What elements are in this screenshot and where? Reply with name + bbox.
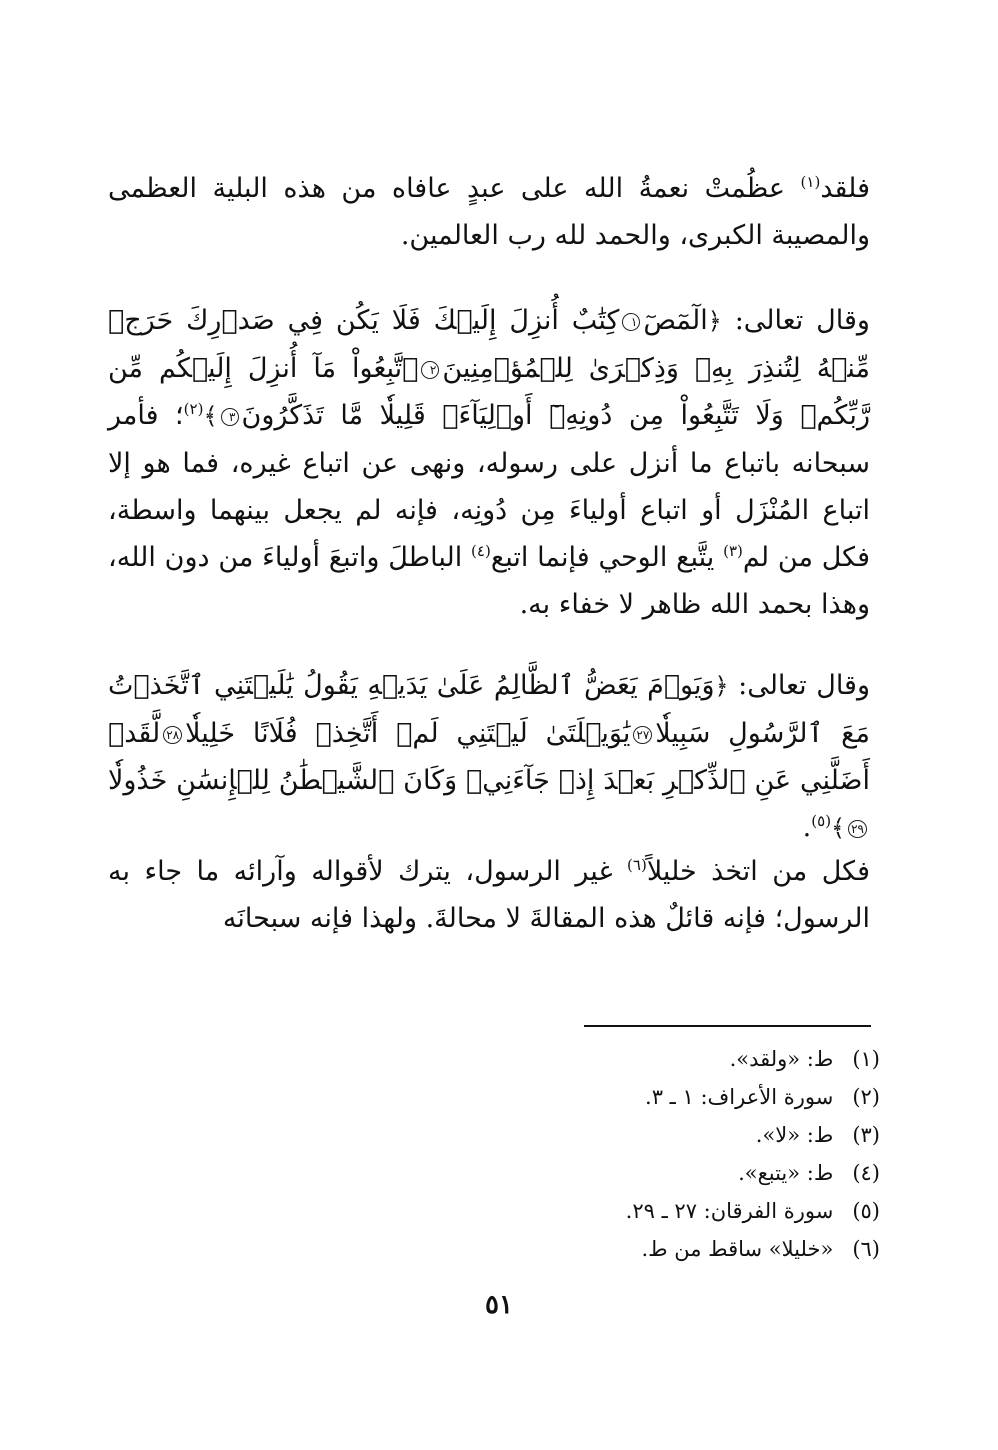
footnote-text: ط: «يتبع». xyxy=(738,1161,834,1185)
footnote-ref-2: (٢) xyxy=(183,400,204,418)
footnote-text: سورة الفرقان: ٢٧ ـ ٢٩. xyxy=(625,1199,834,1223)
page-number: ٥١ xyxy=(485,1290,513,1320)
footnote-ref-5: (٥) xyxy=(811,812,832,830)
paragraph-text: فكل من اتخذ خليلاً xyxy=(646,856,870,887)
ornate-bracket-open: ﴿ xyxy=(714,672,729,700)
footnote-item xyxy=(460,1040,880,1078)
footnote-text: سورة الأعراف: ١ ـ ٣. xyxy=(645,1085,834,1109)
footnote-text: «خليلا» ساقط من ط. xyxy=(641,1237,834,1261)
verse-number-marker: ٣ xyxy=(221,408,239,426)
paragraph-text: ؛ فأمر سبحانه باتباع ما أنزل على رسوله، ونهى عن اتباع غيره، فما هو إلا اتباع المُنْزَل أو اتباع أولياءَ مِن دُونِه، فإنه لم يجعل بينهما واسطة، فكل من لم xyxy=(108,400,870,573)
footnote-item xyxy=(460,1116,880,1154)
quran-verse-text: ٱتَّبِعُواْ مَآ أُنزِلَ إِلَيۡكُم مِّن رَّبِّكُمۡ وَلَا تَتَّبِعُواْ مِن دُونِهِۦٓ أَوۡلِيَآءَۗ قَلِيلٗا مَّا تَذَكَّرُونَ xyxy=(108,353,870,431)
paragraph-text: عظُمتْ نعمةُ الله على عبدٍ عافاه من هذه البلية العظمى والمصيبة الكبرى، والحمد لله رب العالمين. xyxy=(108,173,870,251)
ornate-bracket-close: ﴾ xyxy=(831,814,846,842)
paragraph-text: يتَّبع الوحي فإنما اتبع xyxy=(490,542,724,573)
paragraph-text: فلقد xyxy=(820,173,870,204)
footnote-item xyxy=(460,1192,880,1230)
footnote-number: (٥) xyxy=(852,1199,880,1223)
quran-verse-text: الٓمٓصٓ xyxy=(643,305,708,336)
paragraph-text: الباطلَ واتبعَ أولياءَ من دون الله، وهذا بحمد الله ظاهر لا خفاء به. xyxy=(108,542,870,620)
quran-verse-text: كِتَٰبٌ أُنزِلَ إِلَيۡكَ فَلَا يَكُن فِي صَدۡرِكَ حَرَجٞ مِّنۡهُ لِتُنذِرَ بِهِۦ وَذِكۡرَىٰ لِلۡمُؤۡمِنِينَ xyxy=(108,305,870,384)
footnote-item xyxy=(460,1230,880,1268)
paragraph-2 xyxy=(108,297,870,628)
footnote-number: (٣) xyxy=(852,1123,880,1147)
quran-verse-text: يَٰوَيۡلَتَىٰ لَيۡتَنِي لَمۡ أَتَّخِذۡ فُلَانًا خَلِيلٗا xyxy=(185,718,631,749)
paragraph-text: غير الرسول، يترك لأقواله وآرائه ما جاء به الرسول؛ فإنه قائلٌ هذه المقالةَ لا محالةَ. ولهذا فإنه سبحانَه xyxy=(108,856,870,934)
verse-number-marker: ١ xyxy=(622,313,640,331)
footnote-ref-4: (٤) xyxy=(471,542,491,560)
footnote-ref-1: (١) xyxy=(800,173,821,191)
footnote-number: (٦) xyxy=(852,1237,880,1261)
footnote-item xyxy=(460,1078,880,1116)
paragraph-text: . xyxy=(802,812,812,843)
ornate-bracket-open: ﴿ xyxy=(707,307,722,335)
verse-number-marker: ٢٨ xyxy=(163,726,182,744)
quran-verse-text: لَّقَدۡ أَضَلَّنِي عَنِ ٱلذِّكۡرِ بَعۡدَ إِذۡ جَآءَنِيۗ وَكَانَ ٱلشَّيۡطَٰنُ لِلۡإِنسَٰنِ خَذُولٗا xyxy=(108,718,870,796)
footnote-number: (١) xyxy=(852,1047,880,1071)
footnote-text: ط: «لا». xyxy=(755,1123,834,1147)
footnote-text: ط: «ولقد». xyxy=(729,1047,834,1071)
footnote-number: (٢) xyxy=(852,1085,880,1109)
verse-number-marker: ٢ xyxy=(421,361,439,379)
paragraph-1 xyxy=(108,165,870,259)
verse-number-marker: ٢٧ xyxy=(633,726,652,744)
footnote-separator xyxy=(584,1025,871,1027)
quote-intro: وقال تعالى: xyxy=(728,670,870,701)
paragraph-3 xyxy=(108,662,870,852)
footnote-item xyxy=(460,1154,880,1192)
verse-number-marker: ٢٩ xyxy=(848,820,867,838)
footnote-ref-6: (٦) xyxy=(627,856,647,874)
paragraph-4 xyxy=(108,848,870,942)
ornate-bracket-close: ﴾ xyxy=(203,402,218,430)
quote-intro: وقال تعالى: xyxy=(721,305,870,336)
footnotes-list xyxy=(460,1040,880,1268)
quran-verse-text: وَيَوۡمَ يَعَضُّ ٱلظَّالِمُ عَلَىٰ يَدَيۡهِ يَقُولُ يَٰلَيۡتَنِي ٱتَّخَذۡتُ مَعَ ٱلرَّسُولِ سَبِيلٗا xyxy=(108,670,870,749)
footnote-number: (٤) xyxy=(852,1161,880,1185)
footnote-ref-3: (٣) xyxy=(723,542,743,560)
